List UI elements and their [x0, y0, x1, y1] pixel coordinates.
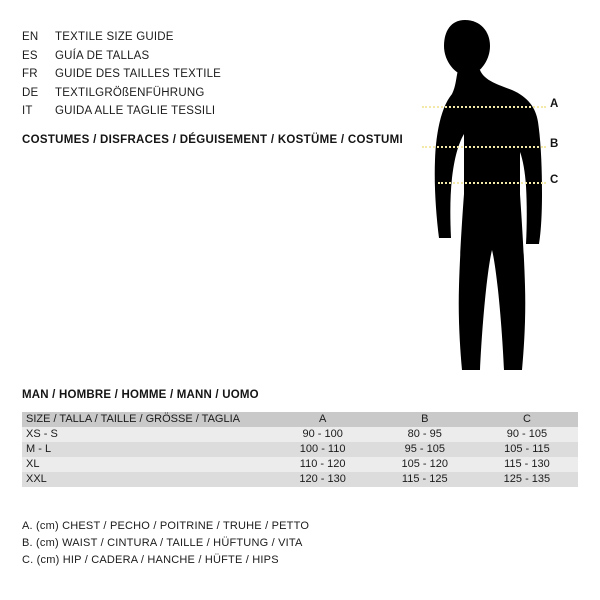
- cell-b: 105 - 120: [401, 458, 448, 470]
- language-text-es: GUÍA DE TALLAS: [55, 49, 150, 62]
- body-figure: [408, 18, 578, 378]
- language-code-en: EN: [22, 31, 39, 43]
- cell-b: 115 - 125: [401, 473, 448, 485]
- legend-line-b: B. (cm) WAIST / CINTURA / TAILLE / HÜFTUNG / VITA: [22, 537, 303, 549]
- cell-a: 110 - 120: [299, 458, 346, 470]
- cell-size: XS - S: [26, 428, 58, 440]
- language-code-fr: FR: [22, 68, 38, 81]
- cell-a: 90 - 100: [302, 428, 343, 440]
- legend-line-c: C. (cm) HIP / CADERA / HANCHE / HÜFTE / HIPS: [22, 554, 279, 566]
- language-code-de: DE: [22, 86, 39, 99]
- table-row: [22, 442, 578, 457]
- cell-b: 95 - 105: [404, 443, 445, 455]
- column-header-c: C: [522, 413, 531, 425]
- language-row-fr: [22, 65, 422, 84]
- language-row-it: [22, 102, 422, 121]
- cell-a: 100 - 110: [299, 443, 346, 455]
- language-row-es: [22, 47, 422, 66]
- size-table: [22, 412, 578, 487]
- cell-b: 80 - 95: [407, 428, 442, 440]
- measure-label-a: A: [550, 98, 559, 110]
- cell-size: XL: [26, 458, 40, 470]
- column-header-a: A: [318, 413, 327, 425]
- measure-label-c: C: [550, 174, 559, 186]
- language-text-en: TEXTILE SIZE GUIDE: [55, 31, 174, 43]
- waist-measure-line: [422, 146, 546, 148]
- male-silhouette-icon: [408, 18, 578, 378]
- language-header-block: [22, 28, 422, 121]
- table-row: [22, 427, 578, 442]
- language-row-en: [22, 28, 422, 47]
- category-line: COSTUMES / DISFRACES / DÉGUISEMENT / KOSTÜME / COSTUMI: [22, 134, 404, 146]
- chest-measure-line: [422, 106, 546, 108]
- language-text-de: TEXTILGRÖßENFÜHRUNG: [55, 86, 205, 99]
- language-text-it: GUIDA ALLE TAGLIE TESSILI: [55, 105, 216, 118]
- cell-size: M - L: [26, 443, 52, 455]
- table-row: [22, 457, 578, 472]
- measurement-legend: [22, 518, 492, 569]
- language-code-es: ES: [22, 49, 38, 62]
- cell-a: 120 - 130: [299, 473, 346, 485]
- cell-c: 90 - 105: [506, 428, 548, 440]
- column-header-b: B: [421, 413, 429, 425]
- table-title: MAN / HOMBRE / HOMME / MANN / UOMO: [22, 389, 259, 401]
- cell-c: 115 - 130: [504, 458, 550, 470]
- table-row: [22, 472, 578, 487]
- table-header-row: [22, 412, 578, 427]
- cell-c: 125 - 135: [503, 473, 551, 485]
- language-text-fr: GUIDE DES TAILLES TEXTILE: [55, 68, 222, 81]
- cell-c: 105 - 115: [504, 443, 550, 455]
- hip-measure-line: [438, 182, 546, 184]
- cell-size: XXL: [26, 473, 47, 485]
- legend-line-a: A. (cm) CHEST / PECHO / POITRINE / TRUHE / PETTO: [22, 520, 310, 532]
- language-code-it: IT: [22, 105, 33, 118]
- column-header-size: SIZE / TALLA / TAILLE / GRÖSSE / TAGLIA: [26, 413, 240, 425]
- measure-label-b: B: [550, 138, 559, 150]
- language-row-de: [22, 84, 422, 103]
